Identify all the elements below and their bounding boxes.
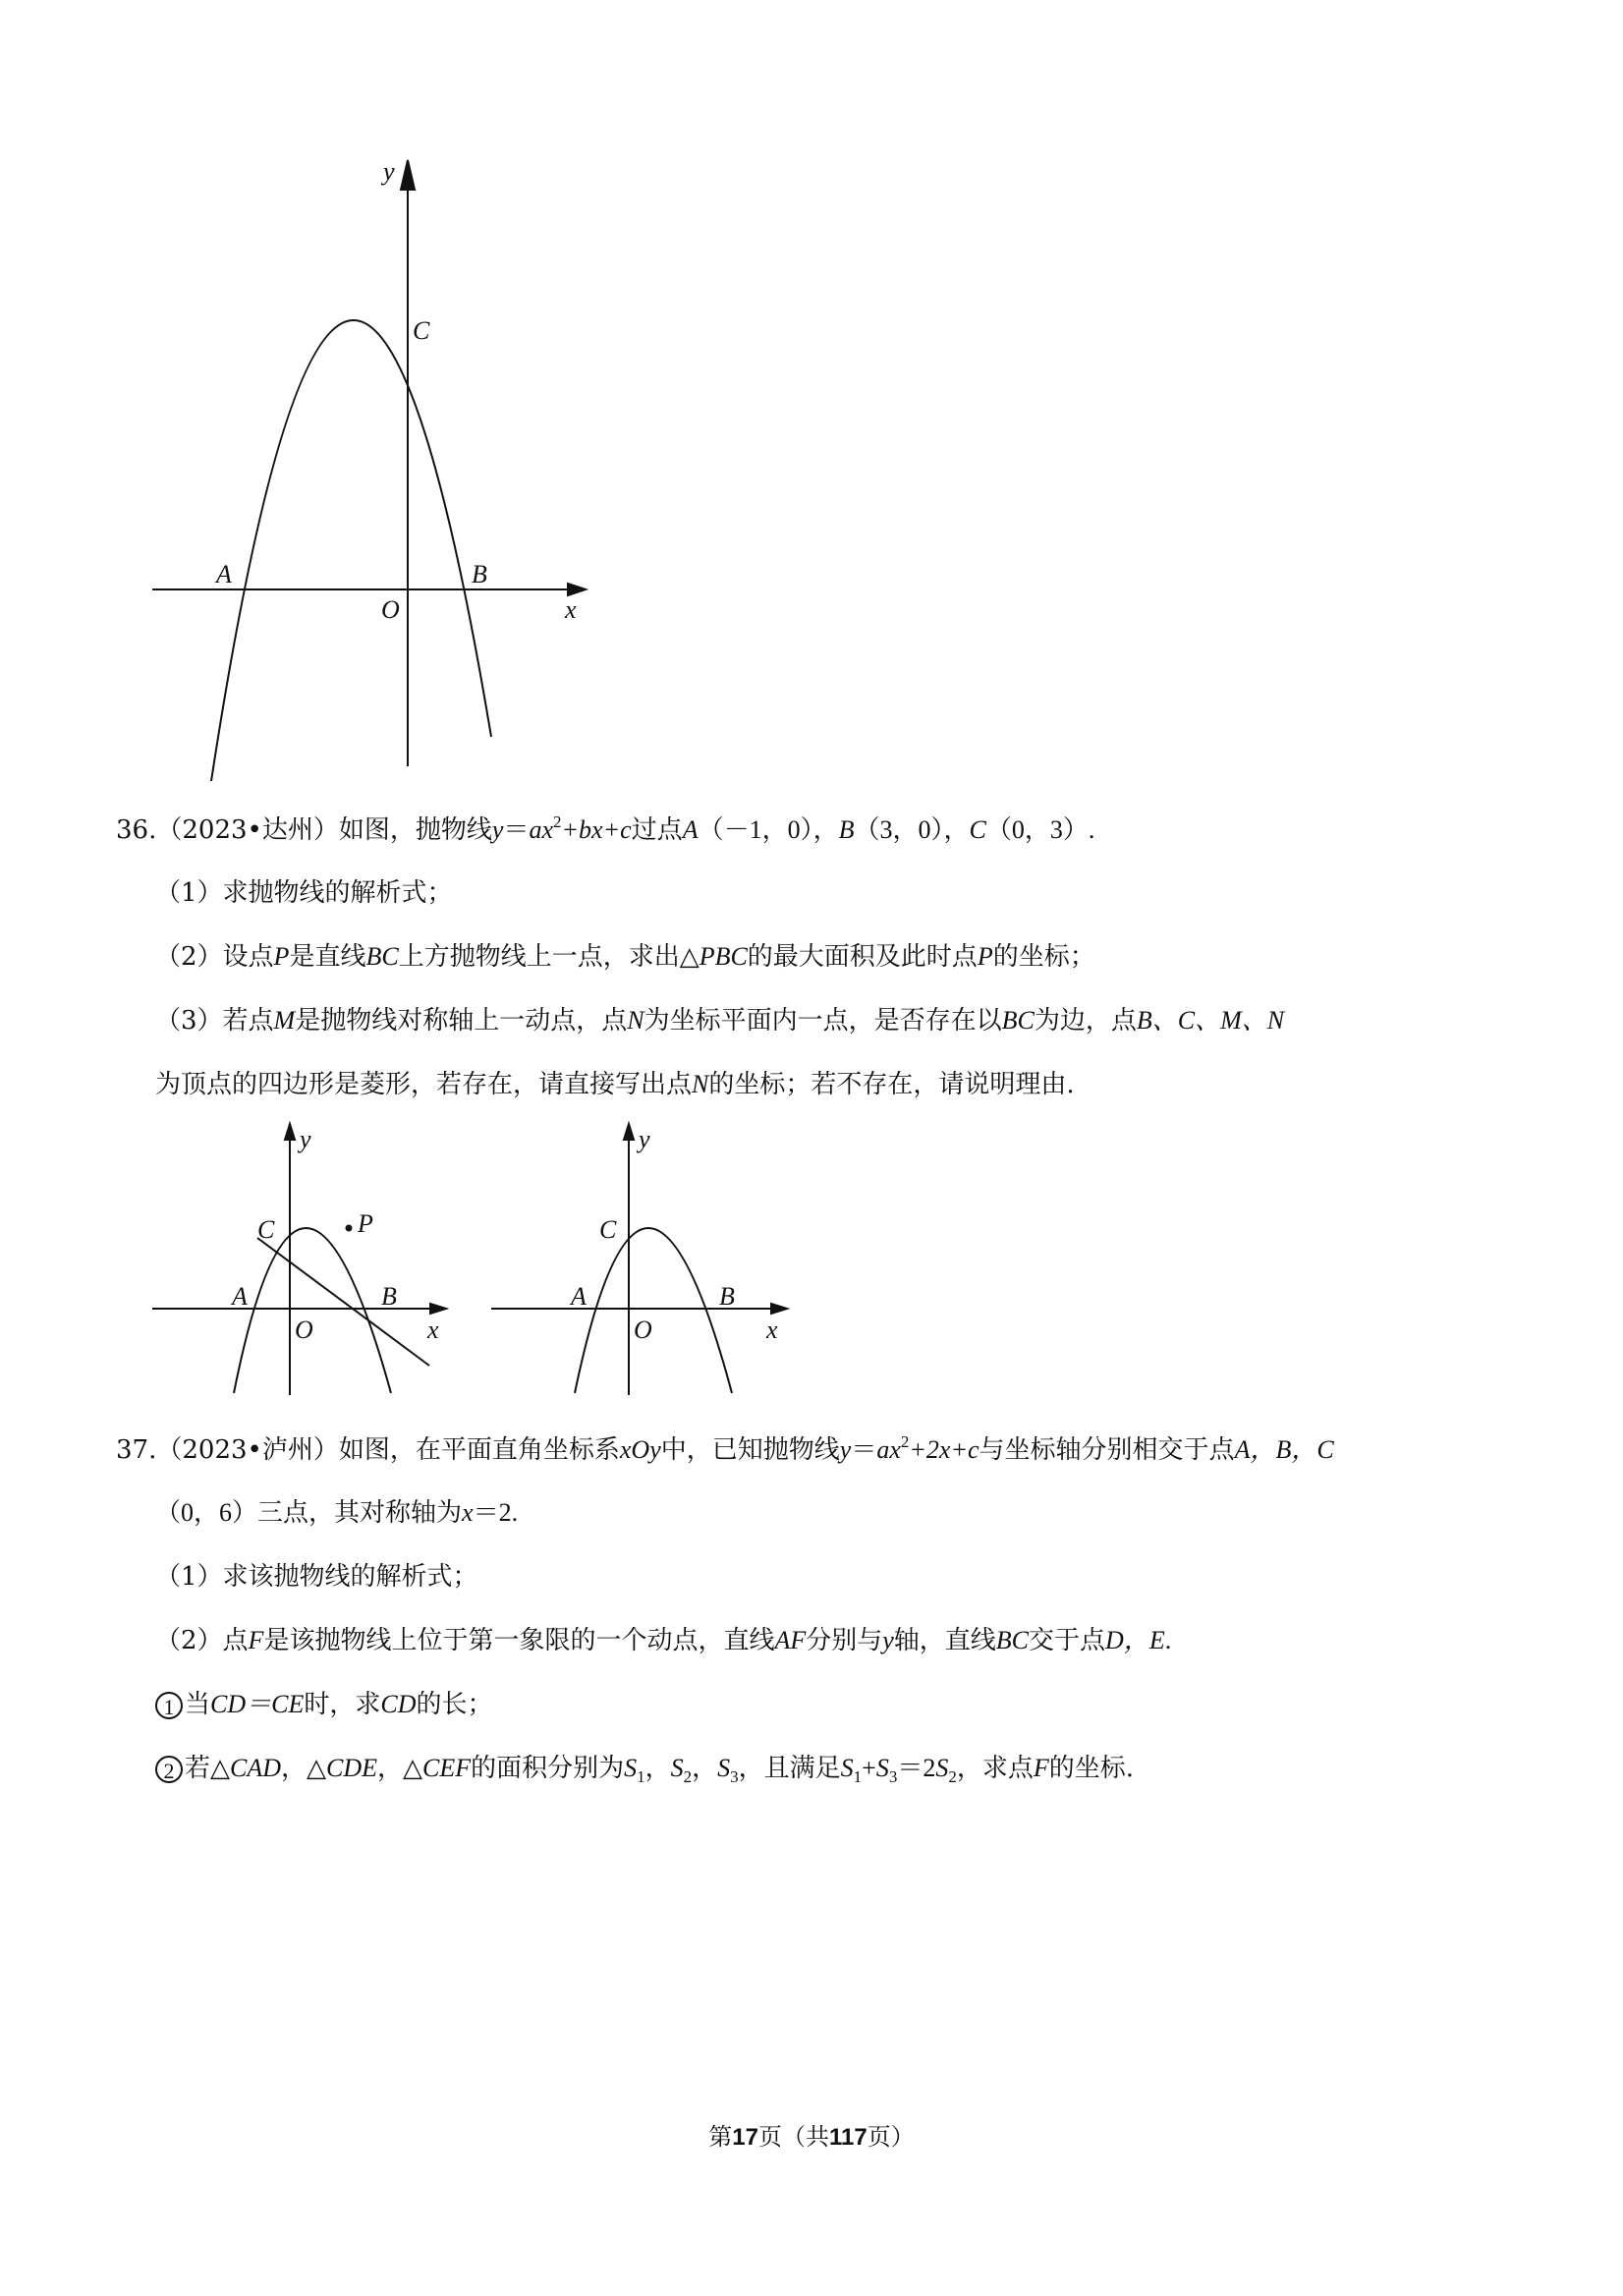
- label-p: P: [358, 1209, 373, 1238]
- label-o: O: [295, 1316, 313, 1344]
- label-a: A: [232, 1282, 248, 1311]
- total-pages: 117: [828, 2124, 867, 2151]
- y-axis-arrow: [624, 1124, 634, 1140]
- q37-part1: （1）求该抛物线的解析式；: [155, 1562, 478, 1592]
- q36-part1: （1）求抛物线的解析式；: [155, 878, 453, 908]
- q37-sub2: 2 若△CAD，△CDE，△CEF的面积分别为$S_1$，$S_2$，$S_3$，且满足$S_1+S_3=2S_2$，求点F的坐标.: [155, 1751, 1134, 1786]
- x-axis-arrow: [771, 1304, 787, 1314]
- label-b: B: [719, 1282, 735, 1311]
- circled-number-1: 1: [155, 1692, 183, 1719]
- label-o: O: [381, 595, 400, 624]
- x-axis-arrow: [568, 584, 586, 595]
- label-b: B: [381, 1282, 397, 1311]
- line-bc: [257, 1238, 429, 1366]
- figure-parabola-1: [147, 152, 599, 791]
- label-o: O: [634, 1316, 652, 1344]
- point-p: [346, 1225, 353, 1232]
- parabola-curve: [234, 1228, 391, 1393]
- label-x: x: [565, 595, 577, 624]
- q37-part2: （2）点F是该抛物线上位于第一象限的一个动点，直线AF分别与y轴，直线BC交于点D，E.: [155, 1626, 1172, 1655]
- label-y: y: [300, 1125, 311, 1153]
- y-axis-arrow: [285, 1124, 295, 1140]
- label-b: B: [472, 560, 487, 588]
- q37-sub1: 1 当CD＝CE时，求CD的长；: [155, 1687, 493, 1722]
- figure-parabola-2: [147, 1120, 462, 1400]
- label-x: x: [766, 1316, 778, 1344]
- label-c: C: [599, 1215, 617, 1244]
- label-x: x: [427, 1316, 439, 1344]
- label-y: y: [383, 157, 395, 186]
- q36-part2: （2）设点P是直线BC上方抛物线上一点，求出△PBC的最大面积及此时点P的坐标；: [155, 942, 1095, 972]
- q36-stem: 36.（2023•达州）如图，抛物线$y=ax^2+bx+c$过点A（－1，0），B（3，0），C（0，3）.: [116, 812, 1095, 845]
- q37-stem-cont: （0，6）三点，其对称轴为x＝2.: [155, 1498, 519, 1527]
- parabola-curve: [211, 320, 491, 781]
- parabola-curve: [575, 1228, 732, 1393]
- x-axis-arrow: [430, 1304, 446, 1314]
- current-page: 17: [732, 2124, 758, 2151]
- label-y: y: [639, 1125, 650, 1153]
- y-axis-arrow: [401, 160, 415, 190]
- q36-part3-cont: 为顶点的四边形是菱形，若存在，请直接写出点N的坐标；若不存在，请说明理由.: [155, 1070, 1075, 1099]
- label-c: C: [257, 1215, 275, 1244]
- q36-part3: （3）若点M是抛物线对称轴上一动点，点N为坐标平面内一点，是否存在以BC为边，点B、C、M、N: [155, 1006, 1285, 1036]
- q37-stem: 37.（2023•泸州）如图，在平面直角坐标系xOy中，已知抛物线$y=ax^2+2x+c$与坐标轴分别相交于点A，B，C: [116, 1432, 1334, 1465]
- label-a: A: [571, 1282, 587, 1311]
- label-a: A: [216, 560, 232, 588]
- circled-number-2: 2: [155, 1756, 183, 1783]
- figure-parabola-3: [486, 1120, 801, 1400]
- page-footer: 第17页（共117页）: [708, 2124, 915, 2151]
- label-c: C: [413, 316, 430, 345]
